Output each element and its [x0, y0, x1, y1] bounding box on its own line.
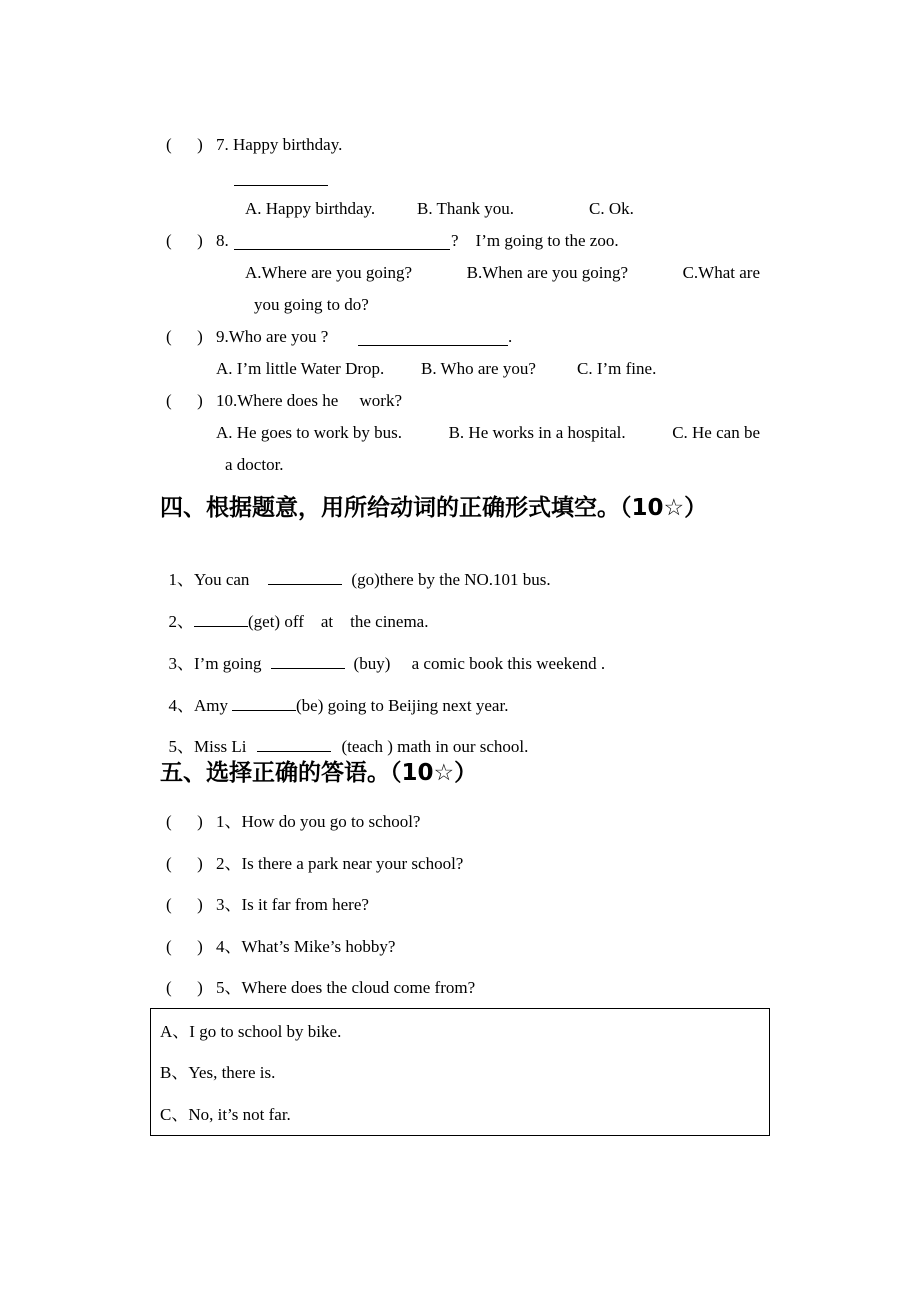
fill-2-post: (get) off at the cinema. [248, 612, 429, 631]
q7-paren: ( ) [166, 135, 203, 154]
q10-options [216, 422, 760, 444]
s5-q3-text: 3、Is it far from here? [216, 895, 369, 914]
q8-options [245, 262, 760, 284]
s5-q2-paren: ( ) [166, 854, 203, 873]
q7-option-b: B. Thank you. [417, 199, 514, 218]
s5-q5-paren: ( ) [166, 978, 203, 997]
fill-item-3 [160, 631, 605, 675]
fill-4-blank[interactable] [232, 695, 296, 711]
fill-5-post: (teach ) math in our school. [341, 737, 529, 756]
q8-answer-blank[interactable] [234, 234, 450, 250]
q9-end: . [508, 327, 513, 346]
fill-4-pre: 4、Amy [168, 696, 228, 715]
section4-heading: 四、根据题意，用所给动词的正确形式填空。（10☆） [160, 495, 708, 521]
fill-3-pre: 3、I’m going [168, 654, 262, 673]
s5-q1-text: 1、How do you go to school? [216, 812, 421, 831]
s5-q4-text: 4、What’s Mike’s hobby? [216, 937, 396, 956]
q10-option-c-cont: a doctor. [225, 455, 284, 474]
q8-num: 8. [216, 231, 229, 250]
q7-option-c: C. Ok. [589, 199, 634, 218]
fill-item-5 [160, 714, 528, 758]
section5-heading: 五、选择正确的答语。（10☆） [160, 760, 478, 786]
fill-5-blank[interactable] [257, 736, 331, 752]
q8-option-b: B.When are you going? [466, 263, 629, 282]
fill-2-blank[interactable] [194, 611, 248, 627]
s5-q5-text: 5、Where does the cloud come from? [216, 978, 476, 997]
s5-q4-paren: ( ) [166, 937, 203, 956]
q8-rest: ? I’m going to the zoo. [451, 231, 619, 250]
q8-paren: ( ) [166, 231, 203, 250]
q7-text: 7. Happy birthday. [216, 135, 343, 154]
answer-b: B、Yes, there is. [160, 1063, 276, 1082]
q10-option-a: A. He goes to work by bus. [216, 423, 403, 442]
q9-option-b: B. Who are you? [421, 359, 536, 378]
fill-2-pre: 2、 [168, 612, 194, 631]
q9-text: 9.Who are you ? [216, 327, 329, 346]
fill-item-2 [160, 589, 428, 633]
fill-1-blank[interactable] [268, 569, 342, 585]
q7-answer-blank[interactable] [234, 170, 328, 186]
fill-3-post: (buy) a comic book this weekend . [353, 654, 606, 673]
q10-option-b: B. He works in a hospital. [448, 423, 626, 442]
fill-5-pre: 5、Miss Li [168, 737, 247, 756]
answer-a: A、I go to school by bike. [160, 1022, 342, 1041]
s5-q2-text: 2、Is there a park near your school? [216, 854, 464, 873]
q8-option-c-cont: you going to do? [254, 295, 369, 314]
fill-1-pre: 1、You can [168, 570, 250, 589]
q8-option-a: A.Where are you going? [245, 263, 413, 282]
q9-option-a: A. I’m little Water Drop. [216, 359, 385, 378]
fill-1-post: (go)there by the NO.101 bus. [351, 570, 551, 589]
fill-item-4 [160, 673, 508, 717]
fill-item-1 [160, 547, 551, 591]
q8-option-c: C.What are [682, 263, 760, 282]
fill-3-blank[interactable] [271, 653, 345, 669]
q9-paren: ( ) [166, 327, 203, 346]
s5-q1-paren: ( ) [166, 812, 203, 831]
q9-answer-blank[interactable] [358, 330, 508, 346]
answer-c: C、No, it’s not far. [160, 1105, 291, 1124]
q7-option-a: A. Happy birthday. [245, 199, 376, 218]
q9-option-c: C. I’m fine. [577, 359, 657, 378]
q10-paren: ( ) [166, 391, 203, 410]
fill-4-post: (be) going to Beijing next year. [296, 696, 509, 715]
q10-text: 10.Where does he work? [216, 391, 402, 410]
s5-q3-paren: ( ) [166, 895, 203, 914]
q10-option-c: C. He can be [672, 423, 760, 442]
